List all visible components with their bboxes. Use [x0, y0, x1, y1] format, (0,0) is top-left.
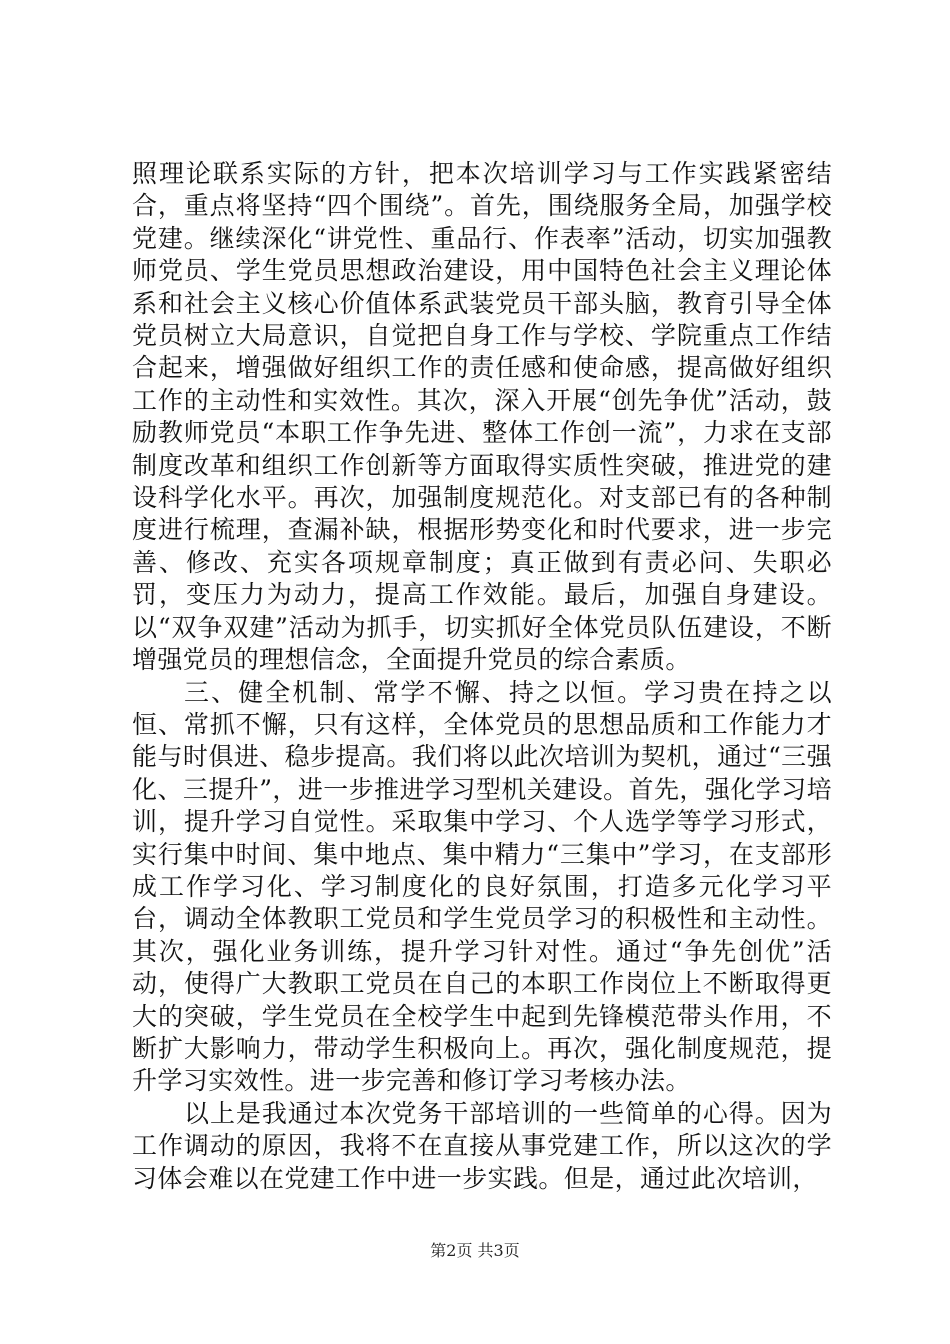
paragraph-1: 照理论联系实际的方针，把本次培训学习与工作实践紧密结合，重点将坚持“四个围绕”。首先，围绕服务全局，加强学校党建。继续深化“讲党性、重品行、作表率”活动，切实加强教师党员、学生党员思想政治建设，用中国特色社会主义理论体系和社会主义核心价值体系武装党员干部头脑，教育引导全体党员树立大局意识，自觉把自身工作与学校、学院重点工作结合起来，增强做好组织工作的责任感和使命感，提高做好组织工作的主动性和实效性。其次，深入开展“创先争优”活动，鼓励教师党员“本职工作争先进、整体工作创一流”，力求在支部制度改革和组织工作创新等方面取得实质性突破，推进党的建设科学化水平。再次，加强制度规范化。对支部已有的各种制度进行梳理，查漏补缺，根据形势变化和时代要求，进一步完善、修改、充实各项规章制度；真正做到有责必问、失职必罚，变压力为动力，提高工作效能。最后，加强自身建设。以“双争双建”活动为抓手，切实抓好全体党员队伍建设，不断增强党员的理想信念，全面提升党员的综合素质。 [132, 159, 832, 675]
page-number-footer: 第2页 共3页 [430, 1241, 520, 1260]
paragraph-3: 以上是我通过本次党务干部培训的一些简单的心得。因为工作调动的原因，我将不在直接从事党建工作，所以这次的学习体会难以在党建工作中进一步实践。但是，通过此次培训， [132, 1098, 832, 1193]
document-body [132, 158, 832, 1195]
paragraph-2: 三、健全机制、常学不懈、持之以恒。学习贵在持之以恒、常抓不懈，只有这样，全体党员的思想品质和工作能力才能与时俱进、稳步提高。我们将以此次培训为契机，通过“三强化、三提升”，进一步推进学习型机关建设。首先，强化学习培训，提升学习自觉性。采取集中学习、个人选学等学习形式，实行集中时间、集中地点、集中精力“三集中”学习，在支部形成工作学习化、学习制度化的良好氛围，打造多元化学习平台，调动全体教职工党员和学生党员学习的积极性和主动性。其次，强化业务训练，提升学习针对性。通过“争先创优”活动，使得广大教职工党员在自己的本职工作岗位上不断取得更大的突破，学生党员在全校学生中起到先锋模范带头作用，不断扩大影响力，带动学生积极向上。再次，强化制度规范，提升学习实效性。进一步完善和修订学习考核办法。 [132, 677, 832, 1096]
